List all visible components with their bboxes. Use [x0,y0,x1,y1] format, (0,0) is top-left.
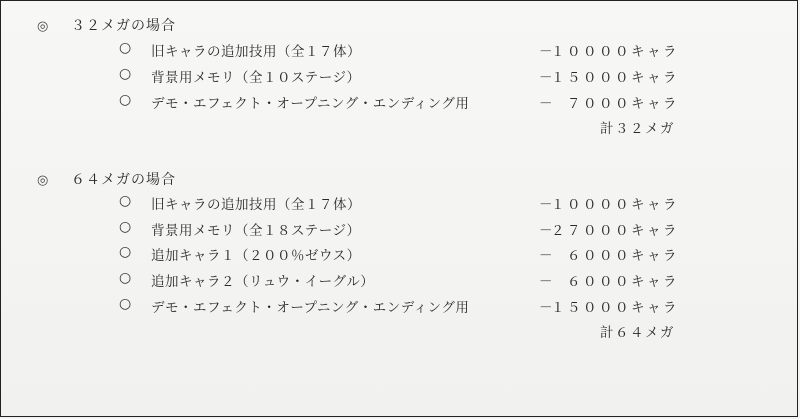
item-label: デモ・エフェクト・オープニング・エンディング用 [151,96,470,112]
item-amount: ２７０００キャラ [551,223,679,239]
section-32-heading [37,15,176,35]
list-item [119,219,679,241]
item-dash: － [539,44,553,60]
item-dash: － [539,70,553,86]
item-dash: － [539,96,553,112]
section-title: ３２メガの場合 [71,18,176,34]
item-dash: － [539,223,553,239]
item-label: デモ・エフェクト・オープニング・エンディング用 [151,300,470,316]
item-amount: １００００キャラ [551,197,679,213]
list-item [119,66,679,88]
list-item [119,270,679,292]
section-64-heading [37,169,176,189]
item-label: 旧キャラの追加技用（全１７体） [151,197,361,213]
item-amount: ６０００キャラ [567,248,679,264]
section-title: ６４メガの場合 [71,172,176,188]
section-total: 計３２メガ [600,121,675,137]
item-label: 旧キャラの追加技用（全１７体） [151,44,361,60]
list-item [119,296,679,318]
item-amount: １５０００キャラ [551,70,679,86]
circle-bullet-icon: ○ [119,270,132,286]
item-amount: ７０００キャラ [567,96,679,112]
double-circle-icon: ◎ [37,173,50,188]
circle-bullet-icon: ○ [119,193,132,209]
item-dash: － [539,197,553,213]
circle-bullet-icon: ○ [119,219,132,235]
list-item [119,193,679,215]
list-item [119,40,679,62]
item-dash: － [539,300,553,316]
item-label: 背景用メモリ（全１８ステージ） [151,223,361,239]
circle-bullet-icon: ○ [119,92,132,108]
item-dash: － [539,274,553,290]
item-amount: ６０００キャラ [567,274,679,290]
circle-bullet-icon: ○ [119,244,132,260]
list-item [119,92,679,114]
circle-bullet-icon: ○ [119,66,132,82]
circle-bullet-icon: ○ [119,296,132,312]
circle-bullet-icon: ○ [119,40,132,56]
item-amount: １００００キャラ [551,44,679,60]
double-circle-icon: ◎ [37,19,50,34]
item-amount: １５０００キャラ [551,300,679,316]
item-label: 追加キャラ２（リュウ・イーグル） [151,274,375,290]
list-item [119,244,679,266]
item-label: 追加キャラ１（２００％ゼウス） [151,248,361,264]
item-dash: － [539,248,553,264]
section-total: 計６４メガ [600,325,675,341]
item-label: 背景用メモリ（全１０ステージ） [151,70,361,86]
